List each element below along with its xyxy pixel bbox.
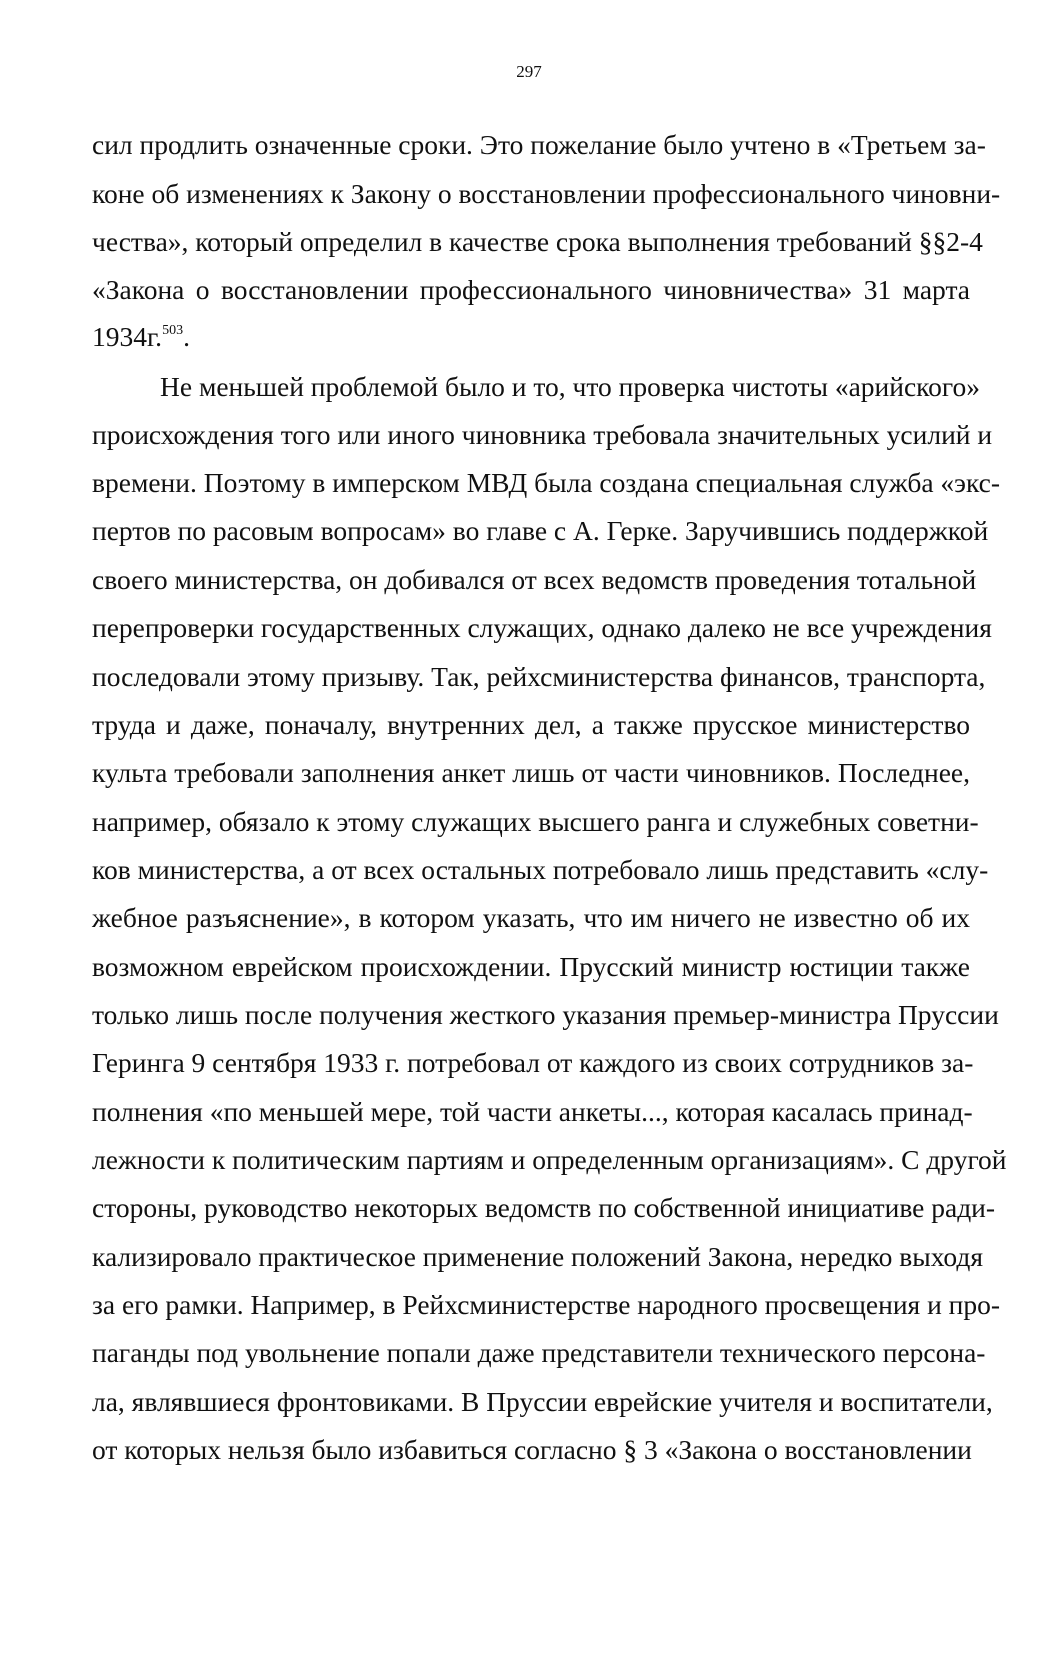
text-line: сил продлить означенные сроки. Это пожелание было учтено в «Третьем за- xyxy=(92,129,986,160)
text-line: лежности к политическим партиям и определенным организациям». С другой xyxy=(92,1144,1007,1175)
text-line: за его рамки. Например, в Рейхсминистерстве народного просвещения и про- xyxy=(92,1289,1001,1320)
text-line: времени. Поэтому в имперском МВД была создана специальная служба «экс- xyxy=(92,467,1001,498)
page-number: 297 xyxy=(516,62,542,81)
text-line: кализировало практическое применение положений Закона, нередко выходя xyxy=(92,1241,984,1272)
text-line: например, обязало к этому служащих высшего ранга и служебных советни- xyxy=(92,806,979,837)
text-line: стороны, руководство некоторых ведомств по собственной инициативе ради- xyxy=(92,1192,996,1223)
text-line: перепроверки государственных служащих, однако далеко не все учреждения xyxy=(92,612,992,643)
text-line: ков министерства, а от всех остальных потребовало лишь представить «слу- xyxy=(92,854,989,885)
text-line: пертов по расовым вопросам» во главе с А. Герке. Заручившись поддержкой xyxy=(92,515,989,546)
paragraph-end-line xyxy=(92,320,970,354)
paragraph-end-text: 1934г. xyxy=(92,321,163,352)
text-line: культа требовали заполнения анкет лишь от части чиновников. Последнее, xyxy=(92,757,970,788)
text-line: от которых нельзя было избавиться согласно § 3 «Закона о восстановлении xyxy=(92,1434,972,1465)
footnote-marker: 503 xyxy=(162,322,184,338)
text-line: «Закона о восстановлении профессионального чиновничества» 31 марта xyxy=(92,274,970,305)
paragraph-end-period: . xyxy=(183,321,190,352)
text-line: коне об изменениях к Закону о восстановлении профессионального чиновни- xyxy=(92,178,1001,209)
text-line: жебное разъяснение», в котором указать, что им ничего не известно об их xyxy=(92,902,970,933)
text-line: Не меньшей проблемой было и то, что проверка чистоты «арийского» xyxy=(160,371,980,402)
text-line: происхождения того или иного чиновника требовала значительных усилий и xyxy=(92,419,993,450)
text-line: возможном еврейском происхождении. Прусский министр юстиции также xyxy=(92,951,970,982)
text-line: паганды под увольнение попали даже представители технического персона- xyxy=(92,1337,986,1368)
text-line: ла, являвшиеся фронтовиками. В Пруссии еврейские учителя и воспитатели, xyxy=(92,1386,993,1417)
text-line: Геринга 9 сентября 1933 г. потребовал от каждого из своих сотрудников за- xyxy=(92,1047,974,1078)
text-line: своего министерства, он добивался от всех ведомств проведения тотальной xyxy=(92,564,977,595)
text-line: только лишь после получения жесткого указания премьер-министра Пруссии xyxy=(92,999,999,1030)
text-line: последовали этому призыву. Так, рейхсминистерства финансов, транспорта, xyxy=(92,661,986,692)
text-line: чества», который определил в качестве срока выполнения требований §§2-4 xyxy=(92,226,983,257)
text-line: труда и даже, поначалу, внутренних дел, а также прусское министерство xyxy=(92,709,970,740)
text-line: полнения «по меньшей мере, той части анкеты..., которая касалась принад- xyxy=(92,1096,973,1127)
